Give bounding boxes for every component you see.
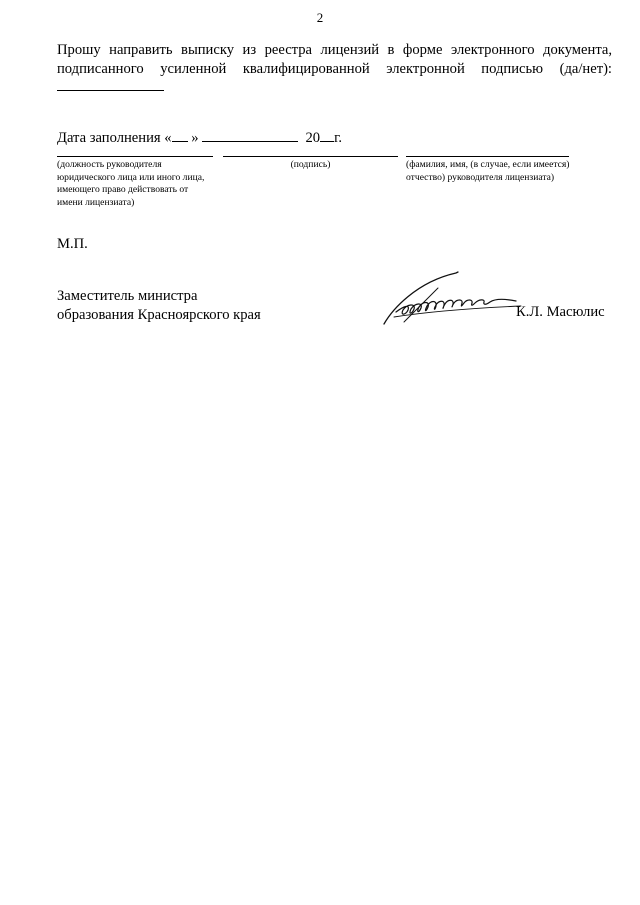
- position-caption: (должность руководителя юридического лица или иного лица, имеющего право действовать от имени лицензиата): [57, 159, 205, 208]
- extract-request-text: Прошу направить выписку из реестра лицензий в форме электронного документа, подписанного усиленной квалифицированной электронной подписью (да/нет):: [57, 42, 612, 77]
- signature-caption: (подпись): [290, 159, 331, 170]
- position-line: [57, 156, 213, 157]
- fill-date-label: Дата заполнения «: [57, 130, 172, 146]
- handwritten-signature-icon: [376, 268, 526, 330]
- signature-line: [223, 156, 398, 157]
- signer-name: К.Л. Масюлис: [516, 304, 605, 320]
- page-number: 2: [316, 10, 324, 25]
- signer-title-line2: образования Красноярского края: [57, 307, 261, 323]
- request-answer-line: [57, 90, 164, 91]
- fill-date-row: [57, 129, 342, 147]
- signer-title: [57, 287, 261, 325]
- month-blank: [202, 129, 298, 142]
- year-prefix: 20: [305, 130, 321, 146]
- stamp-place-label: М.П.: [57, 236, 88, 252]
- name-line: [406, 156, 569, 157]
- year-suffix: г.: [334, 130, 343, 146]
- day-blank: [172, 129, 188, 142]
- year-blank: [320, 129, 334, 142]
- fill-date-quote-close: »: [191, 130, 199, 146]
- name-caption: (фамилия, имя, (в случае, если имеется) отчество) руководителя лицензиата): [406, 159, 570, 183]
- signer-title-line1: Заместитель министра: [57, 288, 198, 304]
